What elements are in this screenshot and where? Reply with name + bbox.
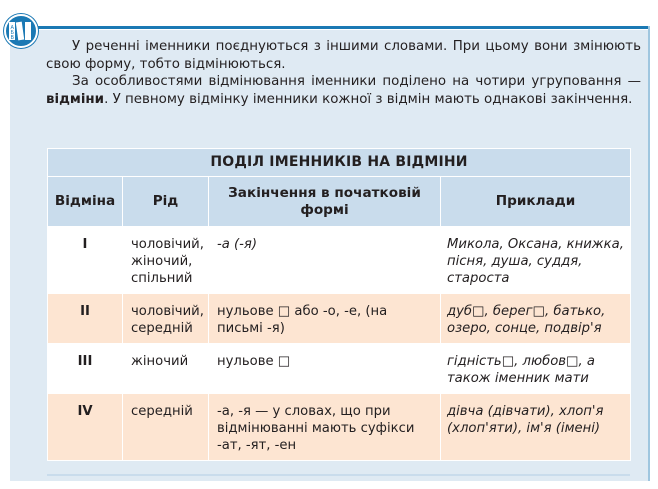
table-row (48, 394, 631, 461)
row-gender: середній (123, 394, 209, 461)
row-gender: жіночий (123, 344, 209, 394)
subject-badge-icon (4, 14, 38, 48)
header-examples: Приклади (441, 177, 631, 227)
table-row (48, 227, 631, 294)
term-vidminy: відміни (46, 91, 105, 107)
intro-text (46, 38, 641, 108)
row-declension-number: II (48, 294, 123, 344)
intro-p2-start: За особливостями відмінювання іменники поділено на чотири угруповання — (72, 74, 641, 90)
table-row (48, 344, 631, 394)
row-declension-number: IV (48, 394, 123, 461)
table-row (48, 294, 631, 344)
header-declension: Відміна (48, 177, 123, 227)
row-ending: нульове □ або -о, -е, (на письмі -я) (209, 294, 441, 344)
intro-paragraph-2 (46, 73, 641, 108)
row-gender: чоловічий, жіночий, спільний (123, 227, 209, 294)
table-title: ПОДІЛ ІМЕННИКІВ НА ВІДМІНИ (48, 149, 631, 177)
svg-text:А: А (10, 25, 14, 31)
svg-text:В: В (10, 35, 14, 41)
row-ending: нульове □ (209, 344, 441, 394)
row-declension-number: I (48, 227, 123, 294)
row-ending: -а (-я) (209, 227, 441, 294)
declension-table (47, 148, 631, 461)
header-ending: Закінчення в початковій формі (209, 177, 441, 227)
table-bottom-rule (47, 474, 630, 476)
intro-p2-end: . У певному відмінку іменники кожної з відмін мають однакові закінчення. (104, 91, 633, 107)
svg-text:Б: Б (10, 30, 14, 36)
row-gender: чоловічий, середній (123, 294, 209, 344)
row-examples: Миколa, Оксанa, книжкa, пісня, душa, суддя, старостa (441, 227, 631, 294)
row-examples: дуб□, берег□, батько, озеро, сонце, подвір'я (441, 294, 631, 344)
row-examples: дівчa (дівчати), хлоп'я (хлоп'яти), ім'я (імені) (441, 394, 631, 461)
row-declension-number: III (48, 344, 123, 394)
header-rule (34, 26, 650, 29)
side-rule (648, 26, 650, 481)
row-ending: -а, -я — у словах, що при відмінюванні мають суфікси -ат, -ят, -ен (209, 394, 441, 461)
row-examples: гідність□, любов□, а також іменник мати (441, 344, 631, 394)
header-gender: Рід (123, 177, 209, 227)
book-letters-icon (8, 20, 34, 42)
intro-paragraph-1: У реченні іменники поєднуються з іншими словами. При цьому вони змінюють свою форму, тобто відмінюються. (46, 39, 641, 72)
